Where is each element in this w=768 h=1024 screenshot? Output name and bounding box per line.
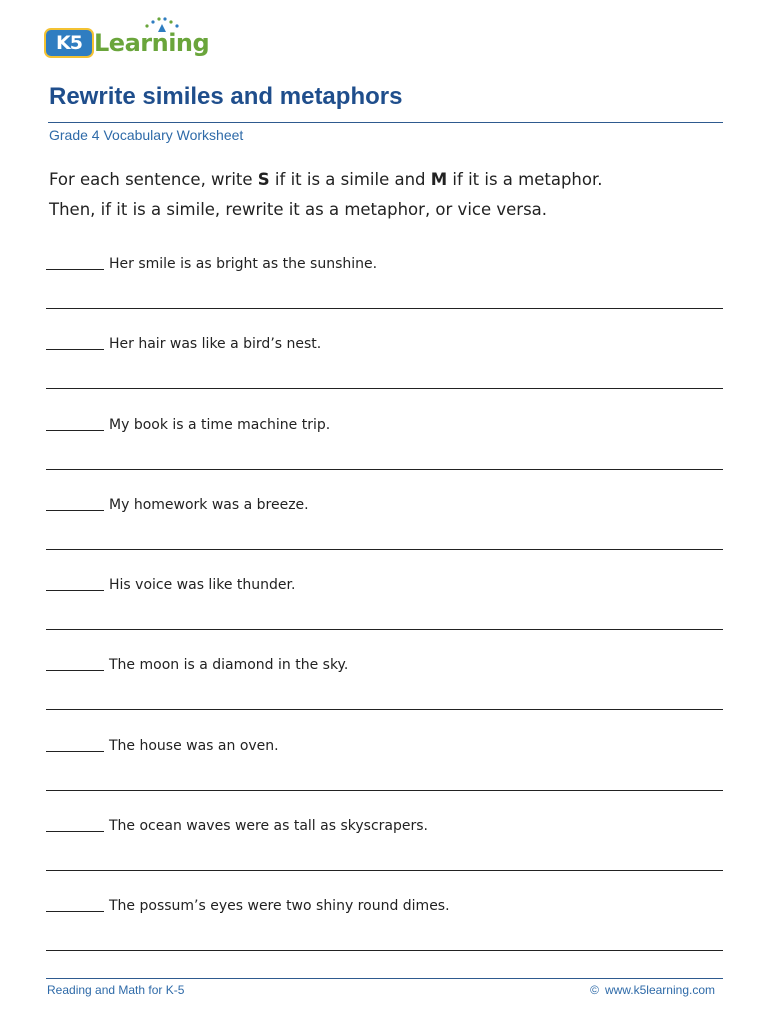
exercise-item: [46, 327, 723, 407]
exercise-prompt: [46, 414, 330, 434]
answer-blank[interactable]: [46, 269, 104, 270]
rewrite-line[interactable]: [46, 709, 723, 710]
simile-letter: S: [257, 170, 270, 189]
exercise-sentence: The possum’s eyes were two shiny round dimes.: [109, 898, 450, 915]
instructions-text: For each sentence, write: [49, 170, 258, 189]
exercise-prompt: [46, 333, 321, 353]
k5-learning-logo: [44, 16, 214, 60]
rewrite-line[interactable]: [46, 629, 723, 630]
header-divider: [48, 122, 723, 123]
rewrite-line[interactable]: [46, 388, 723, 389]
rewrite-line[interactable]: [46, 549, 723, 550]
exercise-list: [46, 247, 723, 970]
answer-blank[interactable]: [46, 430, 104, 431]
exercise-item: [46, 729, 723, 809]
exercise-sentence: Her hair was like a bird’s nest.: [109, 336, 322, 353]
footer-url-link[interactable]: www.k5learning.com: [604, 983, 715, 997]
answer-blank[interactable]: [46, 510, 104, 511]
worksheet-title: Rewrite similes and metaphors: [49, 83, 403, 110]
exercise-item: [46, 809, 723, 889]
rewrite-line[interactable]: [46, 950, 723, 951]
instructions-line-1: [49, 165, 739, 195]
exercise-item: [46, 648, 723, 728]
instructions-text: if it is a simile and: [269, 170, 431, 189]
exercise-item: [46, 247, 723, 327]
exercise-sentence: The ocean waves were as tall as skyscrapers.: [109, 818, 428, 835]
exercise-item: [46, 568, 723, 648]
worksheet-subtitle: Grade 4 Vocabulary Worksheet: [49, 127, 244, 143]
rewrite-line[interactable]: [46, 790, 723, 791]
answer-blank[interactable]: [46, 590, 104, 591]
exercise-sentence: The house was an oven.: [109, 737, 279, 754]
answer-blank[interactable]: [46, 349, 104, 350]
exercise-prompt: [46, 895, 450, 915]
exercise-prompt: [46, 654, 348, 674]
metaphor-letter: M: [430, 170, 448, 189]
answer-blank[interactable]: [46, 831, 104, 832]
exercise-prompt: [46, 815, 428, 835]
exercise-prompt: [46, 735, 279, 755]
exercise-sentence: My book is a time machine trip.: [109, 416, 331, 433]
exercise-sentence: The moon is a diamond in the sky.: [109, 657, 349, 674]
rewrite-line[interactable]: [46, 469, 723, 470]
exercise-sentence: My homework was a breeze.: [109, 496, 309, 513]
exercise-prompt: [46, 253, 377, 273]
exercise-item: [46, 408, 723, 488]
exercise-item: [46, 889, 723, 969]
footer-site: [590, 982, 715, 998]
answer-blank[interactable]: [46, 751, 104, 752]
exercise-prompt: [46, 494, 309, 514]
answer-blank[interactable]: [46, 670, 104, 671]
exercise-sentence: His voice was like thunder.: [109, 577, 296, 594]
instructions: [49, 165, 739, 225]
footer-divider: [46, 978, 723, 979]
rewrite-line[interactable]: [46, 308, 723, 309]
instructions-text: if it is a metaphor.: [447, 170, 603, 189]
rewrite-line[interactable]: [46, 870, 723, 871]
logo-badge: K5: [44, 28, 94, 58]
logo-wordmark: Learning: [94, 29, 210, 57]
exercise-item: [46, 488, 723, 568]
copyright-symbol: ©: [590, 983, 599, 997]
footer-tagline: Reading and Math for K-5: [47, 983, 185, 997]
exercise-prompt: [46, 574, 295, 594]
instructions-line-2: Then, if it is a simile, rewrite it as a metaphor, or vice versa.: [49, 200, 548, 219]
exercise-sentence: Her smile is as bright as the sunshine.: [109, 256, 378, 272]
answer-blank[interactable]: [46, 911, 104, 912]
